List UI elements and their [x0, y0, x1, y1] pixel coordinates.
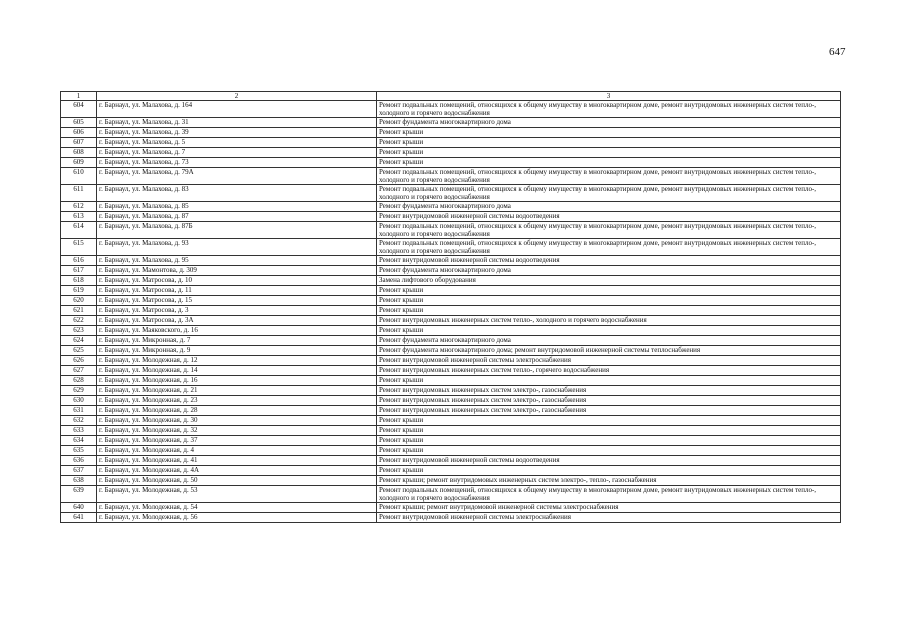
row-number: 622 — [61, 316, 97, 326]
row-work-type: Ремонт крыши — [377, 466, 841, 476]
row-number: 608 — [61, 148, 97, 158]
row-work-type: Ремонт крыши — [377, 436, 841, 446]
row-work-type: Ремонт крыши; ремонт внутридомовых инженерных систем электро-, тепло-, газоснабжения — [377, 476, 841, 486]
row-work-type: Ремонт крыши — [377, 128, 841, 138]
row-address: г. Барнаул, ул. Малахова, д. 87 — [97, 212, 377, 222]
row-number: 631 — [61, 406, 97, 416]
table-row — [61, 326, 841, 336]
row-address: г. Барнаул, ул. Малахова, д. 79А — [97, 168, 377, 185]
row-address: г. Барнаул, ул. Матросова, д. 10 — [97, 276, 377, 286]
row-work-type: Ремонт внутридомовых инженерных систем электро-, газоснабжения — [377, 396, 841, 406]
row-number: 614 — [61, 222, 97, 239]
row-address: г. Барнаул, ул. Молодежная, д. 4 — [97, 446, 377, 456]
row-work-type: Ремонт внутридомовой инженерной системы водоотведения — [377, 456, 841, 466]
row-number: 629 — [61, 386, 97, 396]
row-address: г. Барнаул, ул. Микронная, д. 7 — [97, 336, 377, 346]
row-work-type: Ремонт фундамента многоквартирного дома — [377, 266, 841, 276]
row-number: 628 — [61, 376, 97, 386]
table-row — [61, 366, 841, 376]
row-address: г. Барнаул, ул. Молодежная, д. 4А — [97, 466, 377, 476]
row-work-type: Ремонт внутридомовой инженерной системы электроснабжения — [377, 513, 841, 523]
row-number: 607 — [61, 138, 97, 148]
row-address: г. Барнаул, ул. Матросова, д. 3 — [97, 306, 377, 316]
table-row — [61, 436, 841, 446]
row-number: 627 — [61, 366, 97, 376]
row-work-type: Ремонт подвальных помещений, относящихся к общему имуществу в многоквартирном доме, ремонт внутридомовых инженерных систем тепло-, холодного и горячего водоснабжения — [377, 101, 841, 118]
row-work-type: Ремонт подвальных помещений, относящихся к общему имуществу в многоквартирном доме, ремонт внутридомовых инженерных систем тепло-, холодного и горячего водоснабжения — [377, 486, 841, 503]
row-work-type: Замена лифтового оборудования — [377, 276, 841, 286]
row-number: 619 — [61, 286, 97, 296]
table-row — [61, 239, 841, 256]
table-row — [61, 396, 841, 406]
row-number: 633 — [61, 426, 97, 436]
row-address: г. Барнаул, ул. Малахова, д. 31 — [97, 118, 377, 128]
row-number: 615 — [61, 239, 97, 256]
row-number: 618 — [61, 276, 97, 286]
table-row — [61, 158, 841, 168]
row-address: г. Барнаул, ул. Малахова, д. 87Б — [97, 222, 377, 239]
row-work-type: Ремонт внутридомовой инженерной системы электроснабжения — [377, 356, 841, 366]
row-work-type: Ремонт фундамента многоквартирного дома; ремонт внутридомовой инженерной системы теплоснабжения — [377, 346, 841, 356]
row-work-type: Ремонт крыши — [377, 306, 841, 316]
row-address: г. Барнаул, ул. Молодежная, д. 32 — [97, 426, 377, 436]
row-number: 641 — [61, 513, 97, 523]
table-row — [61, 256, 841, 266]
row-number: 617 — [61, 266, 97, 276]
table-row — [61, 406, 841, 416]
row-address: г. Барнаул, ул. Малахова, д. 7 — [97, 148, 377, 158]
row-address: г. Барнаул, ул. Молодежная, д. 21 — [97, 386, 377, 396]
column-header-3: 3 — [377, 92, 841, 101]
table-row — [61, 446, 841, 456]
table-row — [61, 101, 841, 118]
table-row — [61, 148, 841, 158]
row-number: 609 — [61, 158, 97, 168]
table-row — [61, 296, 841, 306]
row-work-type: Ремонт подвальных помещений, относящихся к общему имуществу в многоквартирном доме, ремонт внутридомовых инженерных систем тепло-, холодного и горячего водоснабжения — [377, 168, 841, 185]
row-work-type: Ремонт подвальных помещений, относящихся к общему имуществу в многоквартирном доме, ремонт внутридомовых инженерных систем тепло-, холодного и горячего водоснабжения — [377, 185, 841, 202]
table-row — [61, 426, 841, 436]
row-work-type: Ремонт подвальных помещений, относящихся к общему имуществу в многоквартирном доме, ремонт внутридомовых инженерных систем тепло-, холодного и горячего водоснабжения — [377, 239, 841, 256]
row-number: 604 — [61, 101, 97, 118]
row-work-type: Ремонт внутридомовых инженерных систем электро-, газоснабжения — [377, 386, 841, 396]
table-row — [61, 168, 841, 185]
row-work-type: Ремонт подвальных помещений, относящихся к общему имуществу в многоквартирном доме, ремонт внутридомовых инженерных систем тепло-, холодного и горячего водоснабжения — [377, 222, 841, 239]
row-work-type: Ремонт внутридомовой инженерной системы водоотведения — [377, 256, 841, 266]
row-number: 634 — [61, 436, 97, 446]
row-number: 611 — [61, 185, 97, 202]
row-address: г. Барнаул, ул. Матросова, д. 11 — [97, 286, 377, 296]
row-address: г. Барнаул, ул. Молодежная, д. 56 — [97, 513, 377, 523]
row-address: г. Барнаул, ул. Малахова, д. 93 — [97, 239, 377, 256]
row-address: г. Барнаул, ул. Матросова, д. 3А — [97, 316, 377, 326]
row-address: г. Барнаул, ул. Малахова, д. 95 — [97, 256, 377, 266]
row-address: г. Барнаул, ул. Молодежная, д. 30 — [97, 416, 377, 426]
table-row — [61, 386, 841, 396]
row-address: г. Барнаул, ул. Малахова, д. 5 — [97, 138, 377, 148]
table-row — [61, 513, 841, 523]
row-work-type: Ремонт крыши — [377, 416, 841, 426]
row-number: 624 — [61, 336, 97, 346]
row-number: 639 — [61, 486, 97, 503]
row-number: 623 — [61, 326, 97, 336]
row-work-type: Ремонт крыши — [377, 158, 841, 168]
column-header-2: 2 — [97, 92, 377, 101]
row-work-type: Ремонт внутридомовых инженерных систем электро-, газоснабжения — [377, 406, 841, 416]
row-number: 638 — [61, 476, 97, 486]
row-number: 630 — [61, 396, 97, 406]
row-number: 613 — [61, 212, 97, 222]
row-work-type: Ремонт фундамента многоквартирного дома — [377, 118, 841, 128]
row-work-type: Ремонт внутридомовых инженерных систем тепло-, холодного и горячего водоснабжения — [377, 316, 841, 326]
row-work-type: Ремонт крыши — [377, 426, 841, 436]
table-row — [61, 503, 841, 513]
table-body — [61, 101, 841, 523]
row-number: 635 — [61, 446, 97, 456]
row-address: г. Барнаул, ул. Молодежная, д. 53 — [97, 486, 377, 503]
row-number: 605 — [61, 118, 97, 128]
table-row — [61, 466, 841, 476]
table-row — [61, 336, 841, 346]
row-number: 625 — [61, 346, 97, 356]
row-number: 636 — [61, 456, 97, 466]
row-address: г. Барнаул, ул. Матросова, д. 15 — [97, 296, 377, 306]
table-row — [61, 222, 841, 239]
row-address: г. Барнаул, ул. Маяковского, д. 16 — [97, 326, 377, 336]
row-address: г. Барнаул, ул. Молодежная, д. 23 — [97, 396, 377, 406]
row-work-type: Ремонт крыши — [377, 296, 841, 306]
table-row — [61, 276, 841, 286]
row-address: г. Барнаул, ул. Молодежная, д. 54 — [97, 503, 377, 513]
row-work-type: Ремонт крыши — [377, 326, 841, 336]
table-row — [61, 138, 841, 148]
row-address: г. Барнаул, ул. Молодежная, д. 50 — [97, 476, 377, 486]
row-address: г. Барнаул, ул. Молодежная, д. 28 — [97, 406, 377, 416]
row-work-type: Ремонт крыши — [377, 376, 841, 386]
row-address: г. Барнаул, ул. Молодежная, д. 41 — [97, 456, 377, 466]
row-number: 612 — [61, 202, 97, 212]
table-row — [61, 128, 841, 138]
row-work-type: Ремонт крыши — [377, 138, 841, 148]
table-row — [61, 376, 841, 386]
table-row — [61, 202, 841, 212]
row-address: г. Барнаул, ул. Малахова, д. 39 — [97, 128, 377, 138]
row-work-type: Ремонт крыши; ремонт внутридомовой инженерной системы электроснабжения — [377, 503, 841, 513]
row-address: г. Барнаул, ул. Микронная, д. 9 — [97, 346, 377, 356]
column-number-row — [61, 92, 841, 101]
repair-register-table — [60, 91, 841, 523]
row-address: г. Барнаул, ул. Молодежная, д. 14 — [97, 366, 377, 376]
table-row — [61, 316, 841, 326]
table-row — [61, 266, 841, 276]
row-number: 626 — [61, 356, 97, 366]
column-header-1: 1 — [61, 92, 97, 101]
table-row — [61, 486, 841, 503]
row-number: 637 — [61, 466, 97, 476]
table-row — [61, 456, 841, 466]
table-row — [61, 356, 841, 366]
row-address: г. Барнаул, ул. Малахова, д. 164 — [97, 101, 377, 118]
row-work-type: Ремонт внутридомовых инженерных систем тепло-, горячего водоснабжения — [377, 366, 841, 376]
table-row — [61, 416, 841, 426]
row-number: 640 — [61, 503, 97, 513]
row-work-type: Ремонт крыши — [377, 148, 841, 158]
row-number: 610 — [61, 168, 97, 185]
row-number: 621 — [61, 306, 97, 316]
table-row — [61, 286, 841, 296]
row-address: г. Барнаул, ул. Молодежная, д. 16 — [97, 376, 377, 386]
row-address: г. Барнаул, ул. Малахова, д. 83 — [97, 185, 377, 202]
row-address: г. Барнаул, ул. Мамонтова, д. 309 — [97, 266, 377, 276]
row-address: г. Барнаул, ул. Молодежная, д. 12 — [97, 356, 377, 366]
row-work-type: Ремонт фундамента многоквартирного дома — [377, 336, 841, 346]
table-row — [61, 306, 841, 316]
row-address: г. Барнаул, ул. Молодежная, д. 37 — [97, 436, 377, 446]
row-work-type: Ремонт фундамента многоквартирного дома — [377, 202, 841, 212]
row-work-type: Ремонт крыши — [377, 286, 841, 296]
row-number: 606 — [61, 128, 97, 138]
row-work-type: Ремонт крыши — [377, 446, 841, 456]
row-number: 616 — [61, 256, 97, 266]
table-row — [61, 118, 841, 128]
row-number: 632 — [61, 416, 97, 426]
row-address: г. Барнаул, ул. Малахова, д. 85 — [97, 202, 377, 212]
row-address: г. Барнаул, ул. Малахова, д. 73 — [97, 158, 377, 168]
table-row — [61, 212, 841, 222]
row-work-type: Ремонт внутридомовой инженерной системы водоотведения — [377, 212, 841, 222]
row-number: 620 — [61, 296, 97, 306]
table-row — [61, 476, 841, 486]
page-number: 647 — [829, 46, 846, 58]
table-row — [61, 346, 841, 356]
table-row — [61, 185, 841, 202]
